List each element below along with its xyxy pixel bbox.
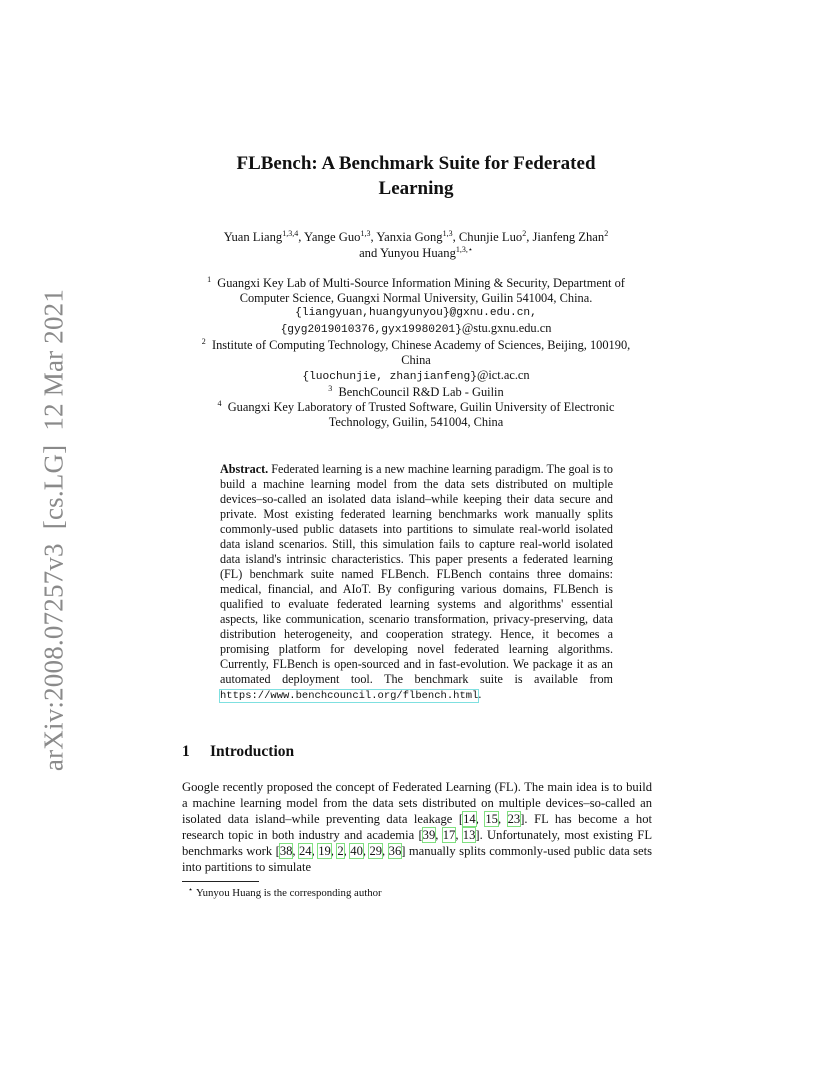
arxiv-date: 12 Mar 2021 (38, 288, 69, 431)
author-name: Yange Guo (304, 230, 361, 244)
section-heading (182, 743, 294, 761)
flbench-url-link[interactable]: https://www.benchcouncil.org/flbench.html (220, 690, 479, 702)
author-affil-marks: 2 (604, 229, 609, 238)
section-number: 1 (182, 743, 190, 760)
arxiv-sidebar-stamp (32, 290, 76, 770)
intro-text: ]. Unfortunately, most existing FL benchmarks work [ (182, 828, 653, 858)
author-affil-marks: 1,3,⋆ (455, 245, 473, 254)
email-user-part: {gyg2019010376,gyx19980201} (280, 324, 462, 336)
intro-paragraph: Google recently proposed the concept of Federated Learning (FL). The main idea is to build a machine learning model from the data sets distributed on multiple devices–so-called an isolated data island–while preventing data leakage [14, 15, 23]. FL has become a hot research topic in both industry and academia [39, 17, 13]. Unfortunately, most existing FL benchmarks work [38, 24, 19, 2, 40, 29, 36] manually splits commonly-used public data sets into partitions to simulate (182, 780, 653, 874)
author-name: Yuan Liang (223, 230, 283, 244)
affiliation-3 (180, 385, 652, 400)
author-name: Jianfeng Zhan (532, 230, 605, 244)
author-affil-marks: 1,3 (360, 229, 371, 238)
abstract-text: Federated learning is a new machine learning paradigm. The goal is to build a machine learning model from the data sets distributed on multiple devices–so-called an isolated data island–while keeping their data secure and private. Most existing federated learning benchmarks work manually splits commonly-used public datasets into partitions to simulate real-world isolated data island scenarios. Still, this simulation fails to capture real-world isolated data island's intrinsic characteristics. This paper presents a federated learning (FL) benchmark suite named FLBench. FLBench contains three domains: medical, financial, and AIoT. By configuring various domains, FLBench is qualified to evaluate federated learning systems and algorithms' essential aspects, like communication, scenario transformation, privacy-preserving, data distribution heterogeneity, and cooperation strategy. Hence, it becomes a promising platform for developing novel federated learning algorithms. Currently, FLBench is open-sourced and in fast-evolution. We package it as an automated deployment tool. The benchmark suite is available from (220, 462, 613, 686)
citation-link[interactable]: 17 (442, 828, 456, 842)
affiliation-text: Guangxi Key Laboratory of Trusted Software, Guilin University of Electronic (227, 400, 615, 414)
authors-line-2 (150, 245, 682, 261)
arxiv-id[interactable]: arXiv:2008.07257v3 (38, 543, 69, 772)
affiliation-1 (180, 276, 652, 291)
affiliation-text: Guangxi Key Lab of Multi-Source Information Mining & Security, Department of (217, 276, 625, 290)
citation-link[interactable]: 39 (422, 828, 436, 842)
arxiv-category: [cs.LG] (38, 444, 69, 530)
email-domain-part: @stu.gxnu.edu.cn (461, 321, 552, 335)
author-affil-marks: 1,3 (442, 229, 453, 238)
affiliation-2 (180, 338, 652, 353)
footnote-marker: ⋆ (188, 885, 194, 894)
footnote-text: Yunyou Huang is the corresponding author (196, 887, 382, 899)
author-name: Yanxia Gong (376, 230, 443, 244)
affiliation-text: BenchCouncil R&D Lab - Guilin (338, 385, 504, 399)
citation-link[interactable]: 14 (463, 812, 476, 826)
section-title: Introduction (210, 743, 295, 760)
affiliations (180, 276, 652, 430)
affiliation-4-cont: Technology, Guilin, 541004, China (328, 415, 504, 429)
author-separator: , (452, 230, 459, 244)
email-user-part: {luochunjie, zhanjianfeng} (302, 371, 477, 383)
citation-link[interactable]: 23 (507, 812, 521, 826)
paper-title (150, 151, 682, 201)
author-separator: , (298, 230, 305, 244)
citation-link[interactable]: 38 (279, 844, 293, 858)
author-list (150, 229, 682, 261)
email-domain-part: @ict.ac.cn (476, 368, 530, 382)
intro-text: ] manually splits commonly-used public data sets into partitions to simulate (182, 844, 653, 874)
citation-link[interactable]: 13 (462, 828, 476, 842)
affiliation-2-email (180, 368, 652, 385)
affiliation-text: Institute of Computing Technology, Chinese Academy of Sciences, Beijing, 100190, (211, 338, 631, 352)
abstract (220, 462, 613, 704)
citation-link[interactable]: 19 (318, 844, 331, 858)
title-line-1: FLBench: A Benchmark Suite for Federated (236, 153, 596, 174)
arxiv-stamp-text (39, 289, 70, 771)
citation-link[interactable]: 40 (350, 844, 363, 858)
authors-line-1 (150, 229, 682, 245)
affiliation-number: 1 (207, 275, 212, 284)
citation-link[interactable]: 36 (388, 844, 402, 858)
title-line-2: Learning (378, 178, 454, 199)
footnote (188, 885, 382, 899)
intro-text: Google recently proposed the concept of Federated Learning (FL). The main idea is to build a machine learning model from the data sets distributed on multiple devices–so-called an isolated data island–while preventing data leakage [ (182, 780, 652, 826)
affiliation-1-cont: Computer Science, Guangxi Normal University, Guilin 541004, China. (239, 291, 593, 305)
author-separator: , (526, 230, 533, 244)
intro-text: ]. FL has become a hot research topic in both industry and academia [ (182, 812, 653, 842)
affiliation-2-cont: China (401, 353, 431, 367)
affiliation-number: 4 (217, 399, 222, 408)
affiliation-4 (180, 400, 652, 415)
author-affil-marks: 1,3,4 (282, 229, 299, 238)
author-name: Chunjie Luo (458, 230, 523, 244)
citation-link[interactable]: 24 (299, 844, 312, 858)
author-affil-marks: 2 (522, 229, 527, 238)
affiliation-number: 3 (328, 384, 333, 393)
footnote-rule (182, 881, 259, 882)
affiliation-1-email: {liangyuan,huangyunyou}@gxnu.edu.cn, (295, 307, 537, 319)
affiliation-number: 2 (201, 337, 206, 346)
abstract-label: Abstract. (220, 462, 269, 476)
affiliation-1-email-2 (180, 321, 652, 338)
citation-link[interactable]: 2 (337, 844, 344, 858)
author-separator: , (370, 230, 377, 244)
citation-link[interactable]: 29 (369, 844, 383, 858)
author-name: and Yunyou Huang (359, 246, 456, 260)
citation-link[interactable]: 15 (485, 812, 498, 826)
abstract-end-punct: . (478, 687, 482, 701)
